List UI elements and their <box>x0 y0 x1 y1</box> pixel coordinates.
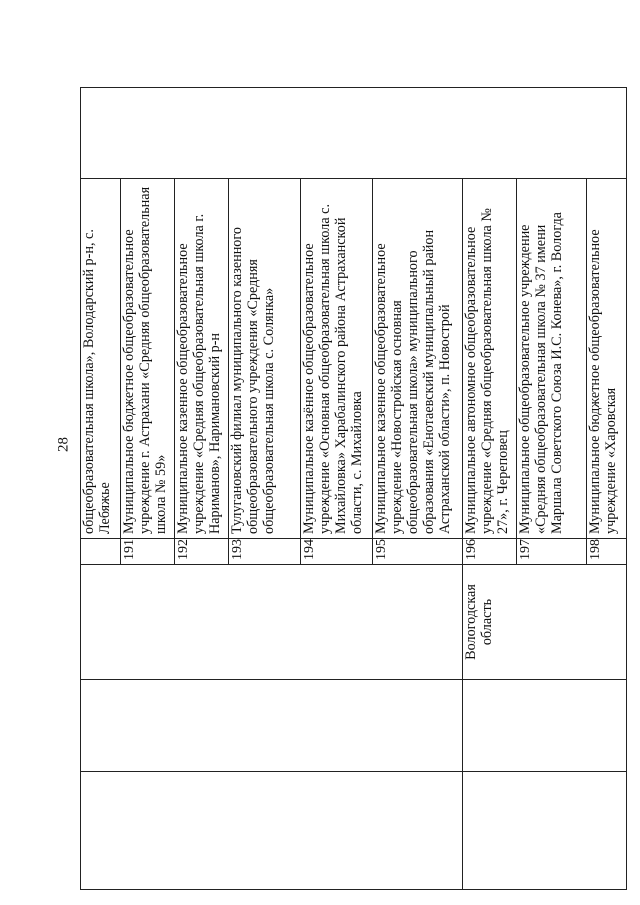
institution-name: Муниципальное автономное общеобразовательное учреждение «Средняя общеобразовательная школа № 27», г. Череповец <box>463 179 517 539</box>
table-row <box>463 88 517 890</box>
blank-cell <box>81 772 463 890</box>
row-number: 192 <box>175 539 229 565</box>
row-number: 197 <box>517 539 587 565</box>
row-number: 194 <box>301 539 373 565</box>
institution-name: Муниципальное казенное общеобразовательное учреждение «Средняя общеобразовательная школа г. Нариманов», Наримановский р-н <box>175 179 229 539</box>
region-name: Вологодская область <box>463 565 627 680</box>
document-table-frame <box>80 88 619 890</box>
row-number: 196 <box>463 539 517 565</box>
blank-cell <box>463 680 627 772</box>
rotated-table-container <box>80 88 619 890</box>
schools-table <box>80 87 627 890</box>
institution-name: Муниципальное бюджетное общеобразовательное учреждение г. Астрахани «Средняя общеобразовательная школа № 59» <box>121 179 175 539</box>
row-number: 191 <box>121 539 175 565</box>
institution-name: Тулугановский филиал муниципального казенного общеобразовательного учреждения «Средняя общеобразовательная школа с. Солянка» <box>229 179 301 539</box>
row-number <box>81 539 121 565</box>
page-number: 28 <box>55 437 72 452</box>
blank-cell <box>463 772 627 890</box>
institution-name: Муниципальное казённое общеобразовательное учреждение «Основная общеобразовательная школа с. Михайловка» Харабалинского района Астраханской области, с. Михайловка <box>301 179 373 539</box>
row-number: 195 <box>373 539 463 565</box>
blank-cell <box>81 680 463 772</box>
table-row <box>81 88 121 890</box>
institution-name: Муниципальное общеобразовательное учреждение «Средняя общеобразовательная школа № 37 имени Маршала Советского Союза И.С. Конева», г. Вологда <box>517 179 587 539</box>
institution-name: Муниципальное бюджетное общеобразовательное учреждение «Харовская <box>587 179 627 539</box>
blank-cell <box>81 88 627 179</box>
institution-name: общеобразовательная школа», Володарский р-н, с. Лебяжье <box>81 179 121 539</box>
region-cell <box>81 565 463 680</box>
row-number: 198 <box>587 539 627 565</box>
row-number: 193 <box>229 539 301 565</box>
institution-name: Муниципальное казенное общеобразовательное учреждение «Новостройская основная общеобразовательная школа» муниципального образования «Енотаевский муниципальный район Астраханской области», п. Новострой <box>373 179 463 539</box>
